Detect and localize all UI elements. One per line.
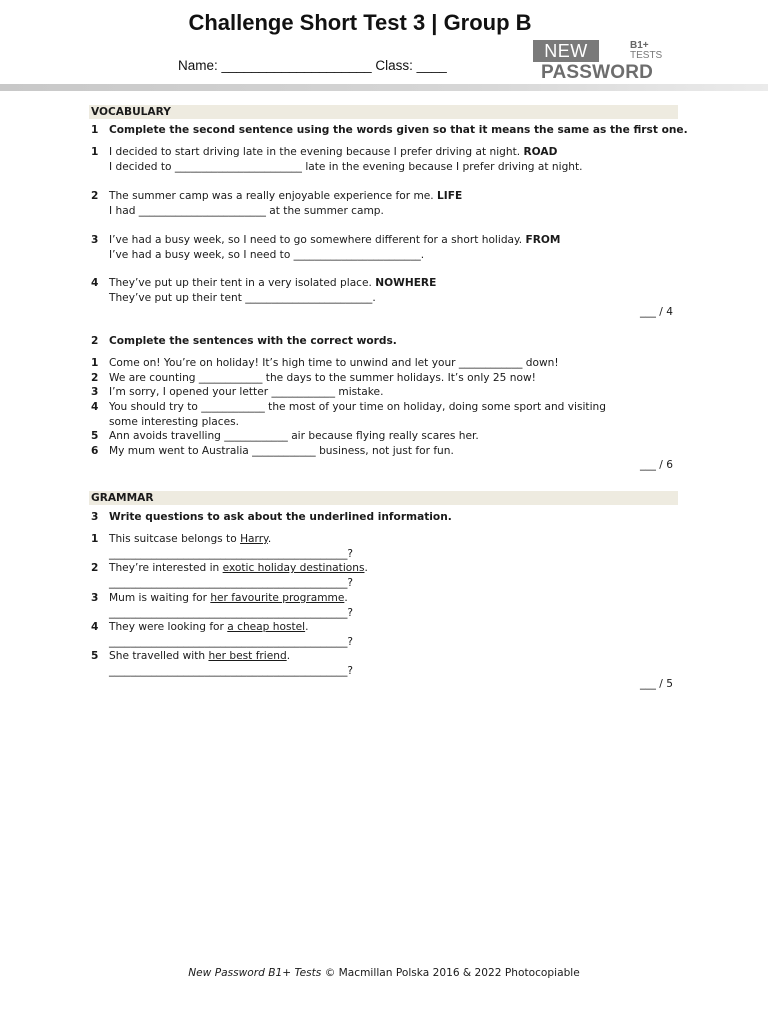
underlined-info: Harry xyxy=(240,533,268,545)
statement-text: They were looking for xyxy=(109,621,228,633)
answer-line: _____________________________________________? xyxy=(109,576,353,589)
score-box-ex2: ___ / 6 xyxy=(640,459,673,471)
item-number: 5 xyxy=(91,430,99,442)
answer-line: _____________________________________________? xyxy=(109,635,353,648)
ex1-item-2 xyxy=(91,189,462,218)
exercise-number: 3 xyxy=(91,511,99,523)
key-word: FROM xyxy=(525,234,561,246)
item-number: 1 xyxy=(91,357,99,369)
ex2-item-2 xyxy=(91,371,536,386)
punctuation: . xyxy=(286,650,291,662)
gap-fill-sentence: You should try to ____________ the most of your time on holiday, doing some sport and visiting xyxy=(109,401,606,413)
ex1-item-1 xyxy=(91,145,583,174)
ex3-item-4 xyxy=(91,620,353,649)
item-number: 1 xyxy=(91,533,99,545)
statement-text: Mum is waiting for xyxy=(109,592,211,604)
ex3-item-1 xyxy=(91,532,353,561)
item-number: 2 xyxy=(91,562,99,574)
statement-text: This suitcase belongs to xyxy=(109,533,241,545)
source-sentence: The summer camp was a really enjoyable experience for me. xyxy=(109,190,438,202)
exercise-number: 1 xyxy=(91,124,99,136)
ex1-item-4 xyxy=(91,276,436,305)
statement-text: They’re interested in xyxy=(109,562,223,574)
punctuation: . xyxy=(267,533,272,545)
item-number: 3 xyxy=(91,234,99,246)
underlined-info: her favourite programme xyxy=(210,592,345,604)
item-number: 6 xyxy=(91,445,99,457)
answer-line: _____________________________________________? xyxy=(109,547,353,560)
footer-publication: New Password B1+ Tests xyxy=(188,967,322,979)
punctuation: . xyxy=(364,562,368,574)
target-sentence: I decided to ________________________ late in the evening because I prefer driving at night. xyxy=(109,160,583,173)
ex3-item-2 xyxy=(91,561,368,590)
instruction-text: Write questions to ask about the underlined information. xyxy=(109,511,452,523)
gap-fill-sentence: Come on! You’re on holiday! It’s high time to unwind and let your ____________ down! xyxy=(109,357,559,369)
footer-copyright: © Macmillan Polska 2016 & 2022 Photocopiable xyxy=(321,967,580,979)
instruction-text: Complete the sentences with the correct words. xyxy=(109,335,397,347)
target-sentence: I had ________________________ at the summer camp. xyxy=(109,204,384,217)
name-class-line: Name: ____________________ Class: ____ xyxy=(178,58,447,73)
logo-new-box: NEW xyxy=(533,40,599,62)
gap-fill-sentence: I’m sorry, I opened your letter ____________ mistake. xyxy=(109,386,384,398)
page-footer xyxy=(0,967,768,979)
header-divider-bar xyxy=(0,84,768,91)
target-sentence: They’ve put up their tent ________________________. xyxy=(109,291,376,304)
logo-level: B1+ xyxy=(630,40,649,51)
answer-line: _____________________________________________? xyxy=(109,606,353,619)
ex2-item-5 xyxy=(91,429,479,444)
sentence-continuation: some interesting places. xyxy=(109,415,239,428)
score-box-ex1: ___ / 4 xyxy=(640,306,673,318)
item-number: 2 xyxy=(91,190,99,202)
ex2-item-4 xyxy=(91,400,606,429)
answer-line: _____________________________________________? xyxy=(109,664,353,677)
logo-password: PASSWORD xyxy=(541,62,654,83)
gap-fill-sentence: Ann avoids travelling ____________ air because flying really scares her. xyxy=(109,430,479,442)
exercise-2-instruction xyxy=(91,335,397,347)
ex2-item-6 xyxy=(91,444,454,459)
underlined-info: exotic holiday destinations xyxy=(222,562,365,574)
ex2-item-3 xyxy=(91,385,383,400)
item-number: 5 xyxy=(91,650,99,662)
ex3-item-5 xyxy=(91,649,353,678)
item-number: 2 xyxy=(91,372,99,384)
exercise-3-instruction xyxy=(91,511,452,523)
item-number: 3 xyxy=(91,386,99,398)
item-number: 4 xyxy=(91,621,99,633)
source-sentence: They’ve put up their tent in a very isolated place. xyxy=(109,277,376,289)
instruction-text: Complete the second sentence using the words given so that it means the same as the first one. xyxy=(109,124,688,136)
section-heading-vocabulary: VOCABULARY xyxy=(89,105,678,119)
logo-tests: TESTS xyxy=(630,50,663,61)
item-number: 3 xyxy=(91,592,99,604)
underlined-info: a cheap hostel xyxy=(227,621,306,633)
source-sentence: I’ve had a busy week, so I need to go somewhere different for a short holiday. xyxy=(109,234,526,246)
punctuation: . xyxy=(344,592,348,604)
exercise-1-instruction xyxy=(91,124,688,136)
punctuation: . xyxy=(305,621,309,633)
score-box-ex3: ___ / 5 xyxy=(640,678,673,690)
gap-fill-sentence: We are counting ____________ the days to the summer holidays. It’s only 25 now! xyxy=(109,372,536,384)
section-heading-grammar: GRAMMAR xyxy=(89,491,678,505)
item-number: 1 xyxy=(91,146,99,158)
key-word: ROAD xyxy=(523,146,558,158)
ex1-item-3 xyxy=(91,233,560,262)
source-sentence: I decided to start driving late in the evening because I prefer driving at night. xyxy=(109,146,524,158)
underlined-info: her best friend xyxy=(208,650,287,662)
statement-text: She travelled with xyxy=(109,650,209,662)
ex3-item-3 xyxy=(91,591,353,620)
page-title: Challenge Short Test 3 | Group B xyxy=(188,10,532,35)
target-sentence: I’ve had a busy week, so I need to ________________________. xyxy=(109,248,425,261)
exercise-number: 2 xyxy=(91,335,99,347)
item-number: 4 xyxy=(91,277,99,289)
key-word: LIFE xyxy=(437,190,463,202)
gap-fill-sentence: My mum went to Australia ____________ business, not just for fun. xyxy=(109,445,454,457)
item-number: 4 xyxy=(91,401,99,413)
key-word: NOWHERE xyxy=(375,277,437,289)
ex2-item-1 xyxy=(91,356,559,371)
